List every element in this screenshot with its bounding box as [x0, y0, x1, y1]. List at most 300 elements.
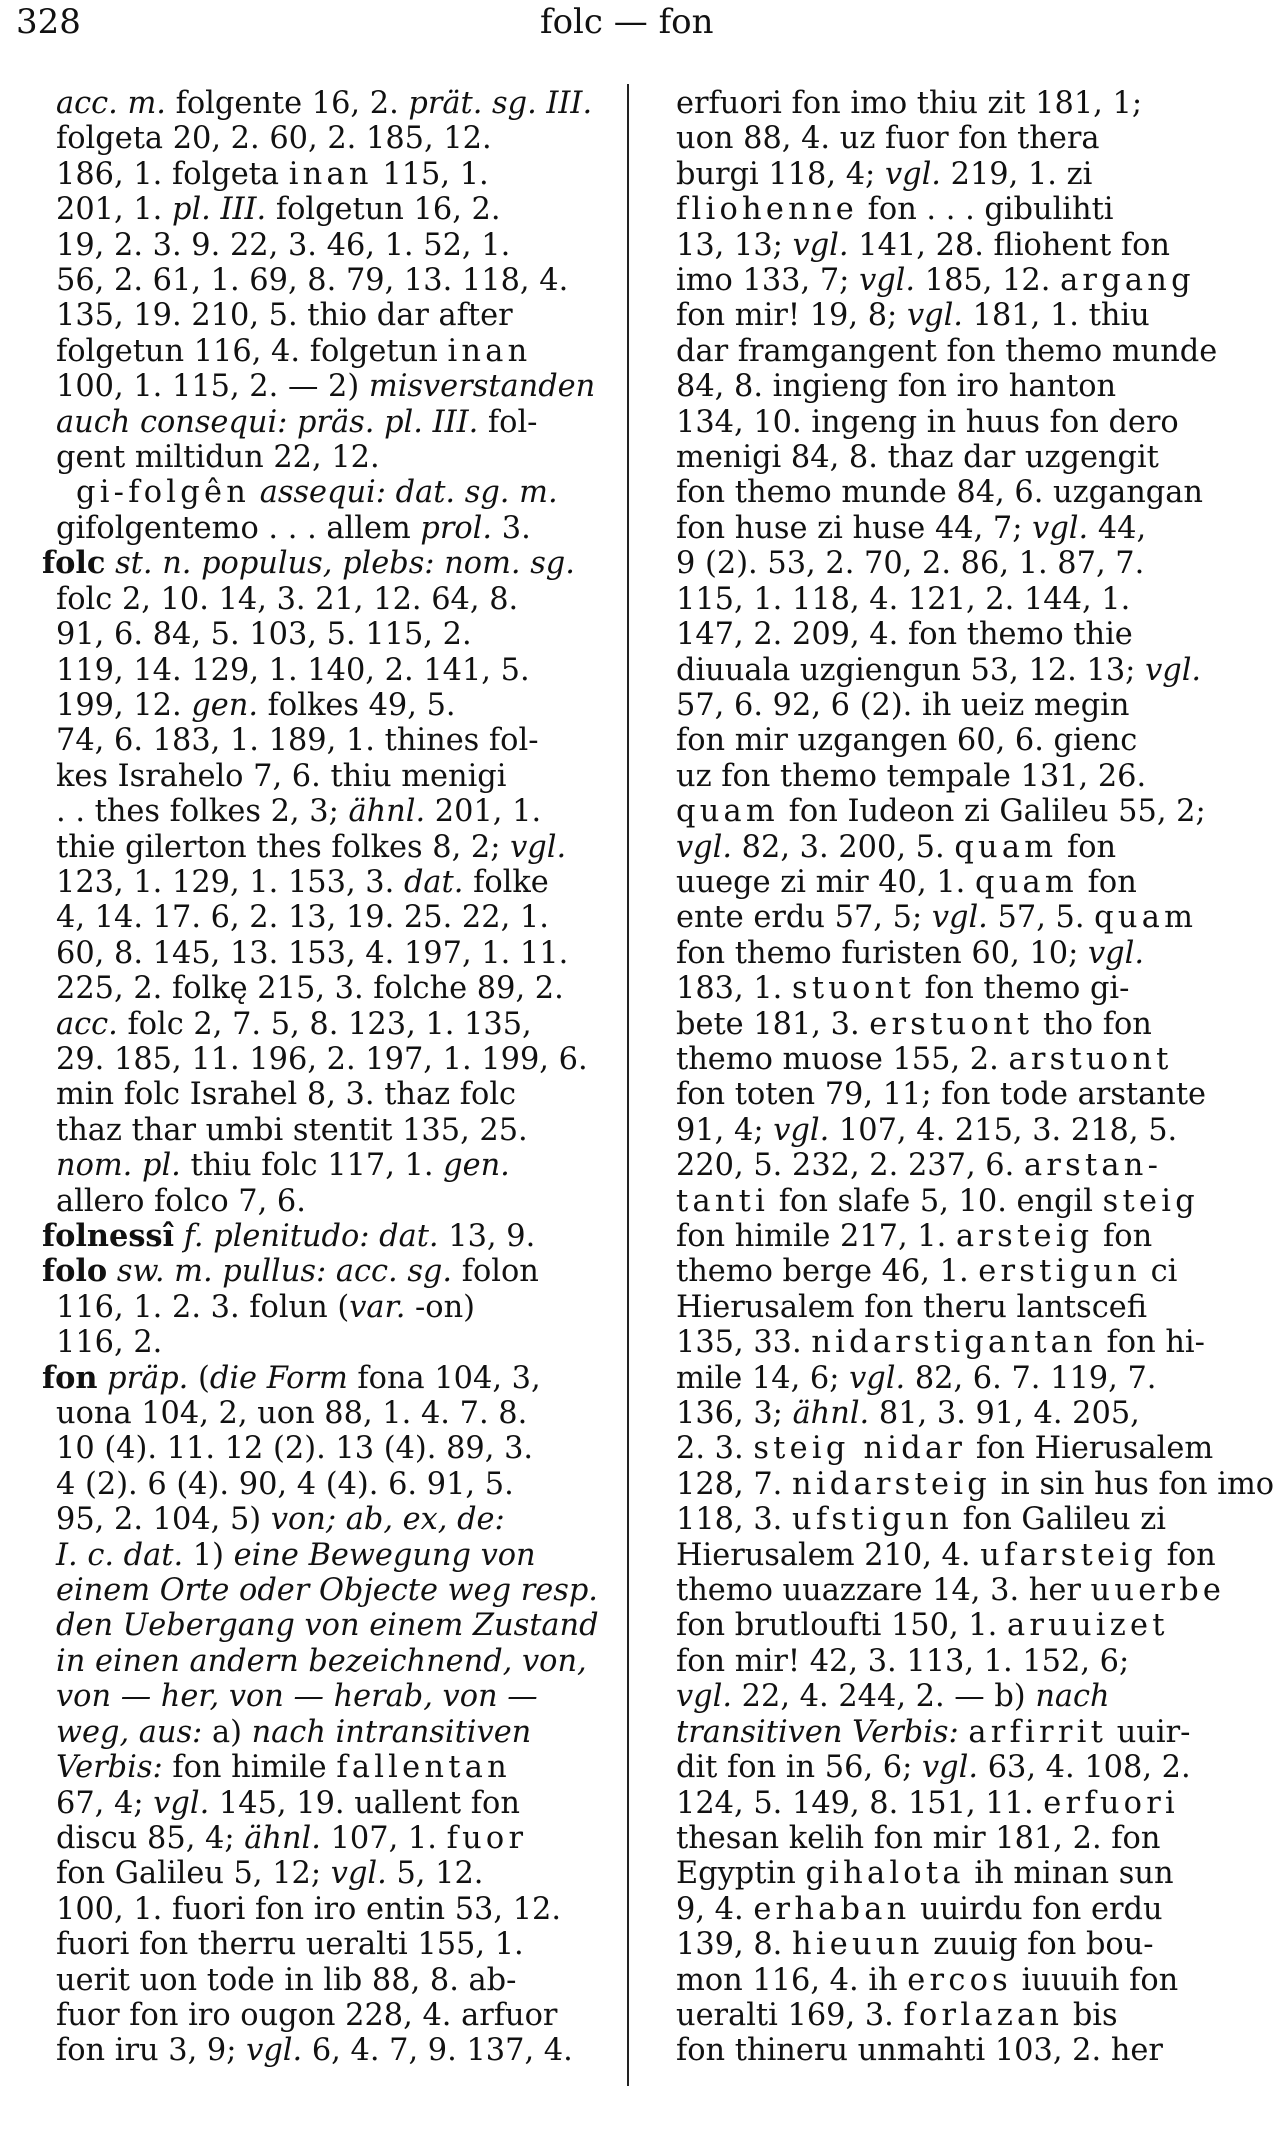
text-run: 82, 3. 200, 5. [732, 829, 955, 865]
text-line [662, 1042, 1202, 1077]
text-line [42, 1963, 592, 1998]
text-run: folgetun 116, 4. folgetun [56, 333, 448, 369]
text-run: transitiven Verbis: [676, 1714, 959, 1750]
text-line [662, 298, 1202, 333]
text-run: erfuori fon imo thiu zit 181, 1; [676, 86, 1143, 121]
text-run: 84, 8. ingieng fon iro hanton [676, 369, 1117, 405]
text-line [662, 1254, 1202, 1289]
text-run: ufstigun [791, 1502, 953, 1538]
text-line [662, 440, 1202, 475]
text-line [42, 1113, 592, 1148]
text-run: thaz thar umbi stentit 135, 25. [56, 1112, 528, 1148]
text-line [662, 1537, 1216, 1573]
text-run: 201, 1. [56, 192, 172, 228]
text-run: arstuont [1008, 1041, 1173, 1077]
text-run: 119, 14. 129, 1. 140, 2. 141, 5. [56, 652, 530, 688]
text-run [250, 475, 260, 510]
text-line [42, 405, 592, 440]
text-run: argang [1060, 263, 1195, 299]
text-line [42, 617, 592, 652]
text-run: fon mir! 42, 3. 113, 1. 152, 6; [676, 1643, 1130, 1679]
page-header [0, 0, 1244, 70]
text-run: 139, 8. [676, 1927, 792, 1963]
text-run: a) [202, 1714, 252, 1750]
text-line [662, 86, 1202, 121]
text-run: kes Israhelo 7, 6. thiu menigi [56, 758, 507, 794]
text-run: fon himile 217, 1. [676, 1219, 956, 1254]
text-line [42, 688, 592, 723]
text-run: fon huse zi huse 44, 7; [676, 510, 1033, 546]
text-run: 4, 14. 17. 6, 2. 13, 19. 25. 22, 1. [56, 900, 549, 936]
text-line [42, 121, 592, 156]
text-run: Hierusalem fon theru lantscefi [676, 1289, 1148, 1325]
text-run: 4 (2). 6 (4). 90, 4 (4). 6. 91, 5. [56, 1466, 514, 1502]
text-run: eine Bewegung von [233, 1537, 536, 1573]
text-line [42, 1254, 592, 1289]
text-line [42, 1892, 592, 1927]
text-run: 107, 1. [320, 1820, 447, 1856]
text-line [662, 653, 1202, 688]
text-run: fon toten 79, 11; fon tode arstante [676, 1077, 1207, 1113]
text-run: ueralti 169, 3. [676, 1997, 904, 2033]
text-line [662, 192, 1202, 227]
text-line [662, 333, 1218, 369]
text-line [42, 865, 592, 900]
text-run: uz fon themo tempale 131, 26. [676, 758, 1147, 794]
text-run: uuirdu fon erdu [910, 1891, 1163, 1927]
text-run: quam [676, 794, 779, 830]
text-run: nach intransitiven [251, 1714, 532, 1750]
text-line [42, 759, 592, 794]
text-run: bete 181, 3. [676, 1006, 870, 1042]
text-line [42, 1219, 592, 1254]
text-run: fon iru 3, 9; [56, 2033, 247, 2069]
text-run: uuege zi mir 40, 1. [676, 864, 975, 900]
text-run: ähnl. [244, 1820, 321, 1856]
text-run: von — her, von — herab, von — [56, 1679, 538, 1715]
text-run: I. c. dat. [56, 1537, 184, 1573]
text-run: f. plenitudo: dat. [183, 1219, 439, 1254]
text-run: uon 88, 4. uz fuor fon thera [676, 121, 1100, 157]
text-run: 57, 6. 92, 6 (2). ih ueiz megin [676, 687, 1130, 723]
text-run: fallentan [336, 1750, 511, 1786]
text-line [662, 1927, 1202, 1962]
text-line [42, 511, 592, 546]
text-line [662, 1963, 1202, 1998]
text-line [662, 475, 1202, 510]
text-line [662, 865, 1202, 900]
text-run: 135, 33. [676, 1325, 812, 1361]
text-run: fon brutloufti 150, 1. [676, 1608, 1007, 1644]
text-line [42, 1821, 592, 1856]
text-line [42, 369, 596, 405]
text-line [42, 1431, 592, 1466]
text-line [662, 511, 1202, 546]
text-run: 95, 2. 104, 5) [56, 1502, 271, 1538]
text-run: fon . . . gibulihti [857, 192, 1114, 228]
text-run [97, 1361, 107, 1396]
text-run: weg, aus: [56, 1714, 203, 1750]
text-run: vgl. [849, 1360, 906, 1396]
text-run: ähnl. [792, 1396, 870, 1432]
text-line [42, 192, 592, 227]
text-run: fon Galileu 5, 12; [56, 1856, 331, 1892]
text-run: 147, 2. 209, 4. fon themo thie [676, 617, 1133, 653]
text-line [662, 688, 1202, 723]
text-line [42, 1538, 592, 1573]
text-run: vgl. [792, 227, 849, 263]
text-run: 128, 7. [676, 1466, 792, 1502]
text-line [42, 263, 592, 298]
text-run: 3. [492, 510, 531, 546]
text-run: fon Hierusalem [966, 1431, 1214, 1467]
text-run: uuerbe [1090, 1573, 1226, 1609]
text-run: 81, 3. 91, 4. 205, [869, 1396, 1140, 1432]
text-line [42, 546, 592, 581]
text-run: einem Orte oder Objecte weg resp. [56, 1573, 598, 1609]
column-divider [627, 84, 629, 2086]
text-run: 82, 6. 7. 119, 7. [905, 1360, 1157, 1396]
text-line [662, 723, 1202, 758]
text-run: Egyptin [676, 1856, 806, 1892]
text-line [42, 228, 592, 263]
text-run: Verbis: [56, 1750, 163, 1786]
text-run: 136, 3; [676, 1396, 793, 1432]
text-run: folc 2, 7. 5, 8. 123, 1. 135, [117, 1006, 532, 1042]
text-run: vgl. [153, 1785, 210, 1821]
text-run: fon [1078, 864, 1137, 900]
text-line [662, 121, 1202, 156]
text-run: 91, 4; [676, 1112, 774, 1148]
text-run: quam [975, 864, 1078, 900]
text-line [42, 1396, 592, 1431]
text-run: fona 104, 3, [347, 1360, 541, 1396]
text-run: nidarstigantan [811, 1325, 1097, 1361]
text-run: zuuig fon bou- [923, 1927, 1154, 1963]
text-line [42, 2033, 592, 2068]
text-line [42, 1467, 592, 1502]
text-run: 186, 1. folgeta [56, 156, 289, 192]
text-run: menigi 84, 8. thaz dar uzgengit [676, 440, 1159, 476]
text-run: diuuala uzgiengun 53, 12. 13; [676, 652, 1146, 688]
text-run [959, 1715, 969, 1750]
text-line [42, 1042, 592, 1077]
text-run: folgeta 20, 2. 60, 2. 185, 12. [56, 121, 492, 157]
text-line [42, 653, 592, 688]
text-run: fuor [446, 1820, 528, 1856]
text-run: thesan kelih fon mir 181, 2. fon [676, 1820, 1161, 1856]
text-run: 185, 12. [915, 263, 1061, 299]
text-run: inan [447, 333, 532, 369]
text-line [42, 971, 592, 1006]
text-run [105, 546, 115, 581]
text-line [662, 1113, 1202, 1148]
text-line [662, 1715, 1202, 1750]
entry-headword: fon [42, 1359, 98, 1396]
text-run: quam [954, 829, 1058, 865]
text-run: vgl. [1145, 652, 1202, 688]
text-line [662, 2033, 1202, 2068]
text-run: 5, 12. [386, 1856, 484, 1892]
text-run: quam [1094, 900, 1198, 936]
text-run: arstan- [1023, 1148, 1163, 1184]
text-run: 56, 2. 61, 1. 69, 8. 79, 13. 118, 4. [56, 263, 569, 299]
text-run: 124, 5. 149, 8. 151, 11. [676, 1785, 1044, 1821]
text-line [662, 1750, 1202, 1785]
text-line [42, 1502, 592, 1537]
text-run: tho fon [1033, 1006, 1152, 1042]
text-run: gen. [443, 1148, 510, 1184]
text-run: präp. [107, 1360, 189, 1396]
text-run: acc. m. [56, 86, 176, 121]
page-number: 328 [16, 2, 81, 42]
text-line [42, 1007, 592, 1042]
text-line [662, 900, 1202, 935]
text-run: misverstanden [368, 369, 596, 405]
text-run: 220, 5. 232, 2. 237, 6. [676, 1148, 1024, 1184]
text-run: fol- [478, 404, 538, 440]
text-line [42, 86, 592, 121]
text-run: nidarsteig [791, 1466, 991, 1502]
text-run: vgl. [1087, 935, 1144, 971]
entry-headword: folnessî [42, 1218, 175, 1254]
text-run: themo muose 155, 2. [676, 1041, 1009, 1077]
text-run: steig nidar [753, 1431, 967, 1467]
text-line [662, 157, 1202, 192]
text-run: ih minan sun [964, 1856, 1174, 1892]
text-run: pl. III. [171, 192, 267, 228]
text-run: uona 104, 2, uon 88, 1. 4. 7. 8. [56, 1396, 528, 1432]
text-run: vgl. [246, 2033, 303, 2069]
text-run: sw. m. pullus: acc. sg. [116, 1254, 453, 1290]
text-run: ercos [907, 1962, 1013, 1998]
text-run: dit fon in 56, 6; [676, 1750, 923, 1786]
text-run: st. n. populus, plebs: nom. sg. [115, 546, 575, 582]
text-run: uerit uon tode in lib 88, 8. ab- [56, 1962, 517, 1998]
text-line [42, 1608, 599, 1644]
text-line [662, 1679, 1202, 1714]
text-run: gen. [191, 687, 259, 723]
text-line [662, 263, 1202, 298]
text-run: in sin hus fon imo [990, 1466, 1274, 1502]
text-run: 13, 13; [676, 227, 793, 263]
text-line [662, 617, 1202, 652]
text-line [42, 1184, 592, 1219]
text-run: var. [349, 1289, 406, 1325]
text-line [662, 936, 1202, 971]
text-line [662, 1786, 1202, 1821]
text-line [662, 1148, 1202, 1183]
text-run: fon themo gi- [914, 971, 1130, 1007]
text-run: allero folco 7, 6. [56, 1183, 306, 1219]
text-run: 145, 19. uallent fon [209, 1785, 520, 1821]
text-run: 219, 1. zi [940, 156, 1093, 192]
text-line [662, 1325, 1205, 1361]
text-run: fon Iudeon zi Galileu 55, 2; [779, 794, 1206, 830]
text-run: 135, 19. 210, 5. thio dar after [56, 298, 513, 334]
text-run: assequi: dat. sg. m. [259, 475, 558, 511]
text-run: vgl. [330, 1856, 387, 1892]
text-run: forlazan [903, 1997, 1064, 2033]
text-run: fliohenne [676, 192, 858, 228]
text-line [42, 1927, 592, 1962]
text-run: erhaban [753, 1891, 911, 1927]
text-run: 13, 9. [438, 1219, 536, 1254]
text-line [662, 369, 1202, 404]
text-run: 118, 3. [676, 1502, 792, 1538]
text-run: fon [1093, 1219, 1153, 1254]
text-run: fon mir uzgangen 60, 6. gienc [676, 723, 1138, 759]
text-line [662, 1502, 1202, 1537]
text-line [662, 1184, 1202, 1219]
text-run: fon mir! 19, 8; [676, 298, 907, 334]
text-run: in einen andern bezeichnend, von, [56, 1643, 587, 1679]
text-line [42, 794, 592, 829]
text-run: stuont [791, 971, 915, 1007]
text-run: 116, 2. [56, 1325, 163, 1361]
text-line [662, 1466, 1274, 1502]
text-line [42, 1856, 592, 1891]
text-line [662, 1998, 1202, 2033]
text-line [42, 1325, 592, 1360]
text-run: Hierusalem 210, 4. [676, 1537, 981, 1573]
text-run: vgl. [1032, 510, 1089, 546]
text-run: 115, 1. 118, 4. 121, 2. 144, 1. [676, 581, 1131, 617]
text-line [662, 1431, 1214, 1467]
text-run: iuuuih fon [1012, 1962, 1179, 1998]
text-run: den Uebergang von einem Zustand [56, 1608, 599, 1644]
text-line [42, 1148, 592, 1183]
text-line [42, 723, 592, 758]
text-run: fon thineru unmahti 103, 2. her [676, 2033, 1163, 2069]
text-run: 63, 4. 108, 2. [978, 1750, 1191, 1786]
text-run: 100, 1. 115, 2. — 2) [56, 369, 369, 405]
text-run: min folc Israhel 8, 3. thaz folc [56, 1077, 517, 1113]
text-run: 183, 1. [676, 971, 792, 1007]
text-run: gent miltidun 22, 12. [56, 440, 380, 476]
text-run: 107, 4. 215, 3. 218, 5. [829, 1112, 1178, 1148]
text-run: erstuont [869, 1006, 1034, 1042]
text-run: gifolgentemo . . . allem [56, 510, 421, 546]
text-run: 116, 1. 2. 3. folun ( [56, 1289, 350, 1325]
text-run: 201, 1. [425, 794, 542, 830]
text-run: vgl. [906, 298, 963, 334]
text-line [42, 1290, 592, 1325]
text-run: mile 14, 6; [676, 1360, 850, 1396]
text-line [42, 582, 592, 617]
text-run: 1) [183, 1537, 234, 1573]
text-run: fon Galileu zi [952, 1502, 1166, 1538]
text-run: nach [1035, 1679, 1110, 1715]
left-column [42, 86, 599, 2069]
text-run: gihalota [805, 1856, 965, 1892]
text-line [662, 1856, 1202, 1891]
text-run: ente erdu 57, 5; [676, 900, 932, 936]
text-run [107, 1254, 117, 1289]
text-line [42, 1750, 592, 1785]
text-run: steig [1102, 1183, 1199, 1219]
text-run: 9, 4. [676, 1891, 754, 1927]
text-run: prol. [420, 510, 493, 546]
text-run: von; ab, ex, de: [270, 1502, 505, 1538]
text-line [42, 900, 592, 935]
text-run: tanti [676, 1183, 770, 1219]
entry-headword: folo [42, 1253, 108, 1290]
text-line [662, 1077, 1207, 1113]
text-run: arsteig [955, 1219, 1094, 1254]
text-run: folkes 49, 5. [258, 687, 456, 723]
text-line [662, 582, 1202, 617]
text-run: 19, 2. 3. 9. 22, 3. 46, 1. 52, 1. [56, 227, 511, 263]
text-line [662, 1396, 1202, 1431]
text-run: vgl. [773, 1112, 830, 1148]
text-run: fon [1057, 829, 1117, 865]
text-run: 10 (4). 11. 12 (2). 13 (4). 89, 3. [56, 1431, 534, 1467]
text-run: vgl. [922, 1750, 979, 1786]
text-run: gi-folgên [76, 475, 251, 511]
text-line [42, 440, 592, 475]
text-line [662, 1644, 1202, 1679]
text-run: -on) [405, 1289, 476, 1325]
text-run: ufarsteig [980, 1537, 1157, 1573]
text-run: auch consequi: präs. pl. III. [56, 404, 479, 440]
text-run: dar framgangent fon themo munde [676, 333, 1218, 369]
text-run: folc 2, 10. 14, 3. 21, 12. 64, 8. [56, 581, 519, 617]
text-run: 57, 5. [987, 900, 1095, 936]
text-run: 29. 185, 11. 196, 2. 197, 1. 199, 6. [56, 1041, 588, 1077]
text-run: burgi 118, 4; [676, 156, 885, 192]
text-line [42, 475, 592, 510]
text-run: 74, 6. 183, 1. 189, 1. thines fol- [56, 723, 539, 759]
text-line [662, 1007, 1202, 1042]
text-line [42, 1644, 592, 1679]
text-run: vgl. [884, 156, 941, 192]
text-run: erstigun [978, 1254, 1141, 1290]
text-line [42, 334, 592, 369]
text-run: folgente 16, 2. [175, 86, 409, 121]
text-run: 123, 1. 129, 1. 153, 3. [56, 864, 404, 900]
text-run: 115, 1. [372, 156, 489, 192]
text-run: 2. 3. [676, 1431, 754, 1467]
text-run: 67, 4; [56, 1785, 154, 1821]
text-run: dat. [403, 864, 464, 900]
text-run: inan [288, 156, 373, 192]
text-run: 100, 1. fuori fon iro entin 53, 12. [56, 1891, 562, 1927]
text-run: thiu folc 117, 1. [180, 1148, 444, 1184]
text-line [662, 1821, 1202, 1856]
text-run: 9 (2). 53, 2. 70, 2. 86, 1. 87, 7. [676, 546, 1145, 582]
text-run: folon [452, 1254, 539, 1290]
text-line [42, 1998, 592, 2033]
text-run: 134, 10. ingeng in huus fon dero [676, 404, 1179, 440]
text-run: ( [188, 1360, 210, 1396]
text-run: 60, 8. 145, 13. 153, 4. 197, 1. 11. [56, 935, 569, 971]
text-run: ci [1140, 1254, 1178, 1290]
running-head: folc — fon [540, 2, 714, 42]
text-run: bis [1063, 1997, 1118, 2033]
text-run: 141, 28. fliohent fon [848, 227, 1170, 263]
text-line [662, 971, 1202, 1006]
text-run: arfirrit [968, 1714, 1108, 1750]
text-run: vgl. [676, 1679, 733, 1715]
text-line [42, 830, 592, 865]
text-run: folgetun 16, 2. [266, 192, 501, 228]
text-run: 22, 4. 244, 2. — b) [732, 1679, 1036, 1715]
text-line [42, 1573, 598, 1609]
text-run: erfuori [1043, 1785, 1179, 1821]
text-line [662, 1892, 1202, 1927]
text-run: vgl. [676, 829, 733, 865]
